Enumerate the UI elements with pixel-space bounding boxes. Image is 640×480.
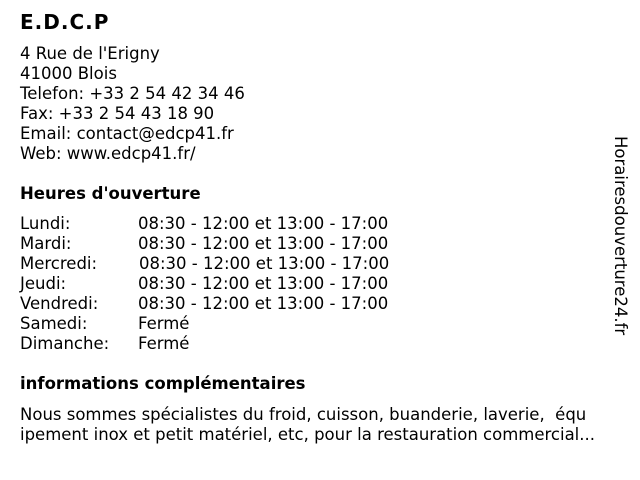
additional-info-heading: informations complémentaires — [20, 374, 306, 393]
day-label: Dimanche: — [20, 334, 110, 353]
fax-line: Fax: +33 2 54 43 18 90 — [20, 104, 215, 123]
day-label: Mardi: — [20, 234, 72, 253]
hours-value: 08:30 - 12:00 et 13:00 - 17:00 — [138, 274, 389, 293]
hours-value: 08:30 - 12:00 et 13:00 - 17:00 — [139, 254, 390, 273]
day-label: Samedi: — [20, 314, 88, 333]
day-label: Vendredi: — [20, 294, 99, 313]
hours-value: 08:30 - 12:00 et 13:00 - 17:00 — [138, 294, 389, 313]
opening-hours-heading: Heures d'ouverture — [20, 184, 201, 203]
hours-value: Fermé — [138, 314, 190, 333]
watermark-text: Horairesdouverture24.fr — [611, 136, 630, 336]
contact-block — [20, 44, 245, 164]
day-label: Jeudi: — [20, 274, 67, 293]
hours-value: 08:30 - 12:00 et 13:00 - 17:00 — [138, 234, 389, 253]
additional-info-line: ipement inox et petit matériel, etc, pour la restauration commercial... — [20, 425, 596, 444]
telephone-line: Telefon: +33 2 54 42 34 46 — [20, 84, 245, 103]
hours-value: 08:30 - 12:00 et 13:00 - 17:00 — [138, 214, 389, 233]
day-label: Lundi: — [20, 214, 71, 233]
day-label: Mercredi: — [20, 254, 98, 273]
address-line-city: 41000 Blois — [20, 64, 117, 83]
address-line-street: 4 Rue de l'Erigny — [20, 44, 160, 63]
site-watermark — [598, 136, 640, 370]
website-line: Web: www.edcp41.fr/ — [20, 144, 196, 163]
hours-value: Fermé — [138, 334, 190, 353]
additional-info-text — [20, 405, 628, 445]
email-line: Email: contact@edcp41.fr — [20, 124, 234, 143]
business-name: E.D.C.P — [20, 10, 110, 34]
additional-info-line: Nous sommes spécialistes du froid, cuisson, buanderie, laverie, équ — [20, 405, 587, 424]
